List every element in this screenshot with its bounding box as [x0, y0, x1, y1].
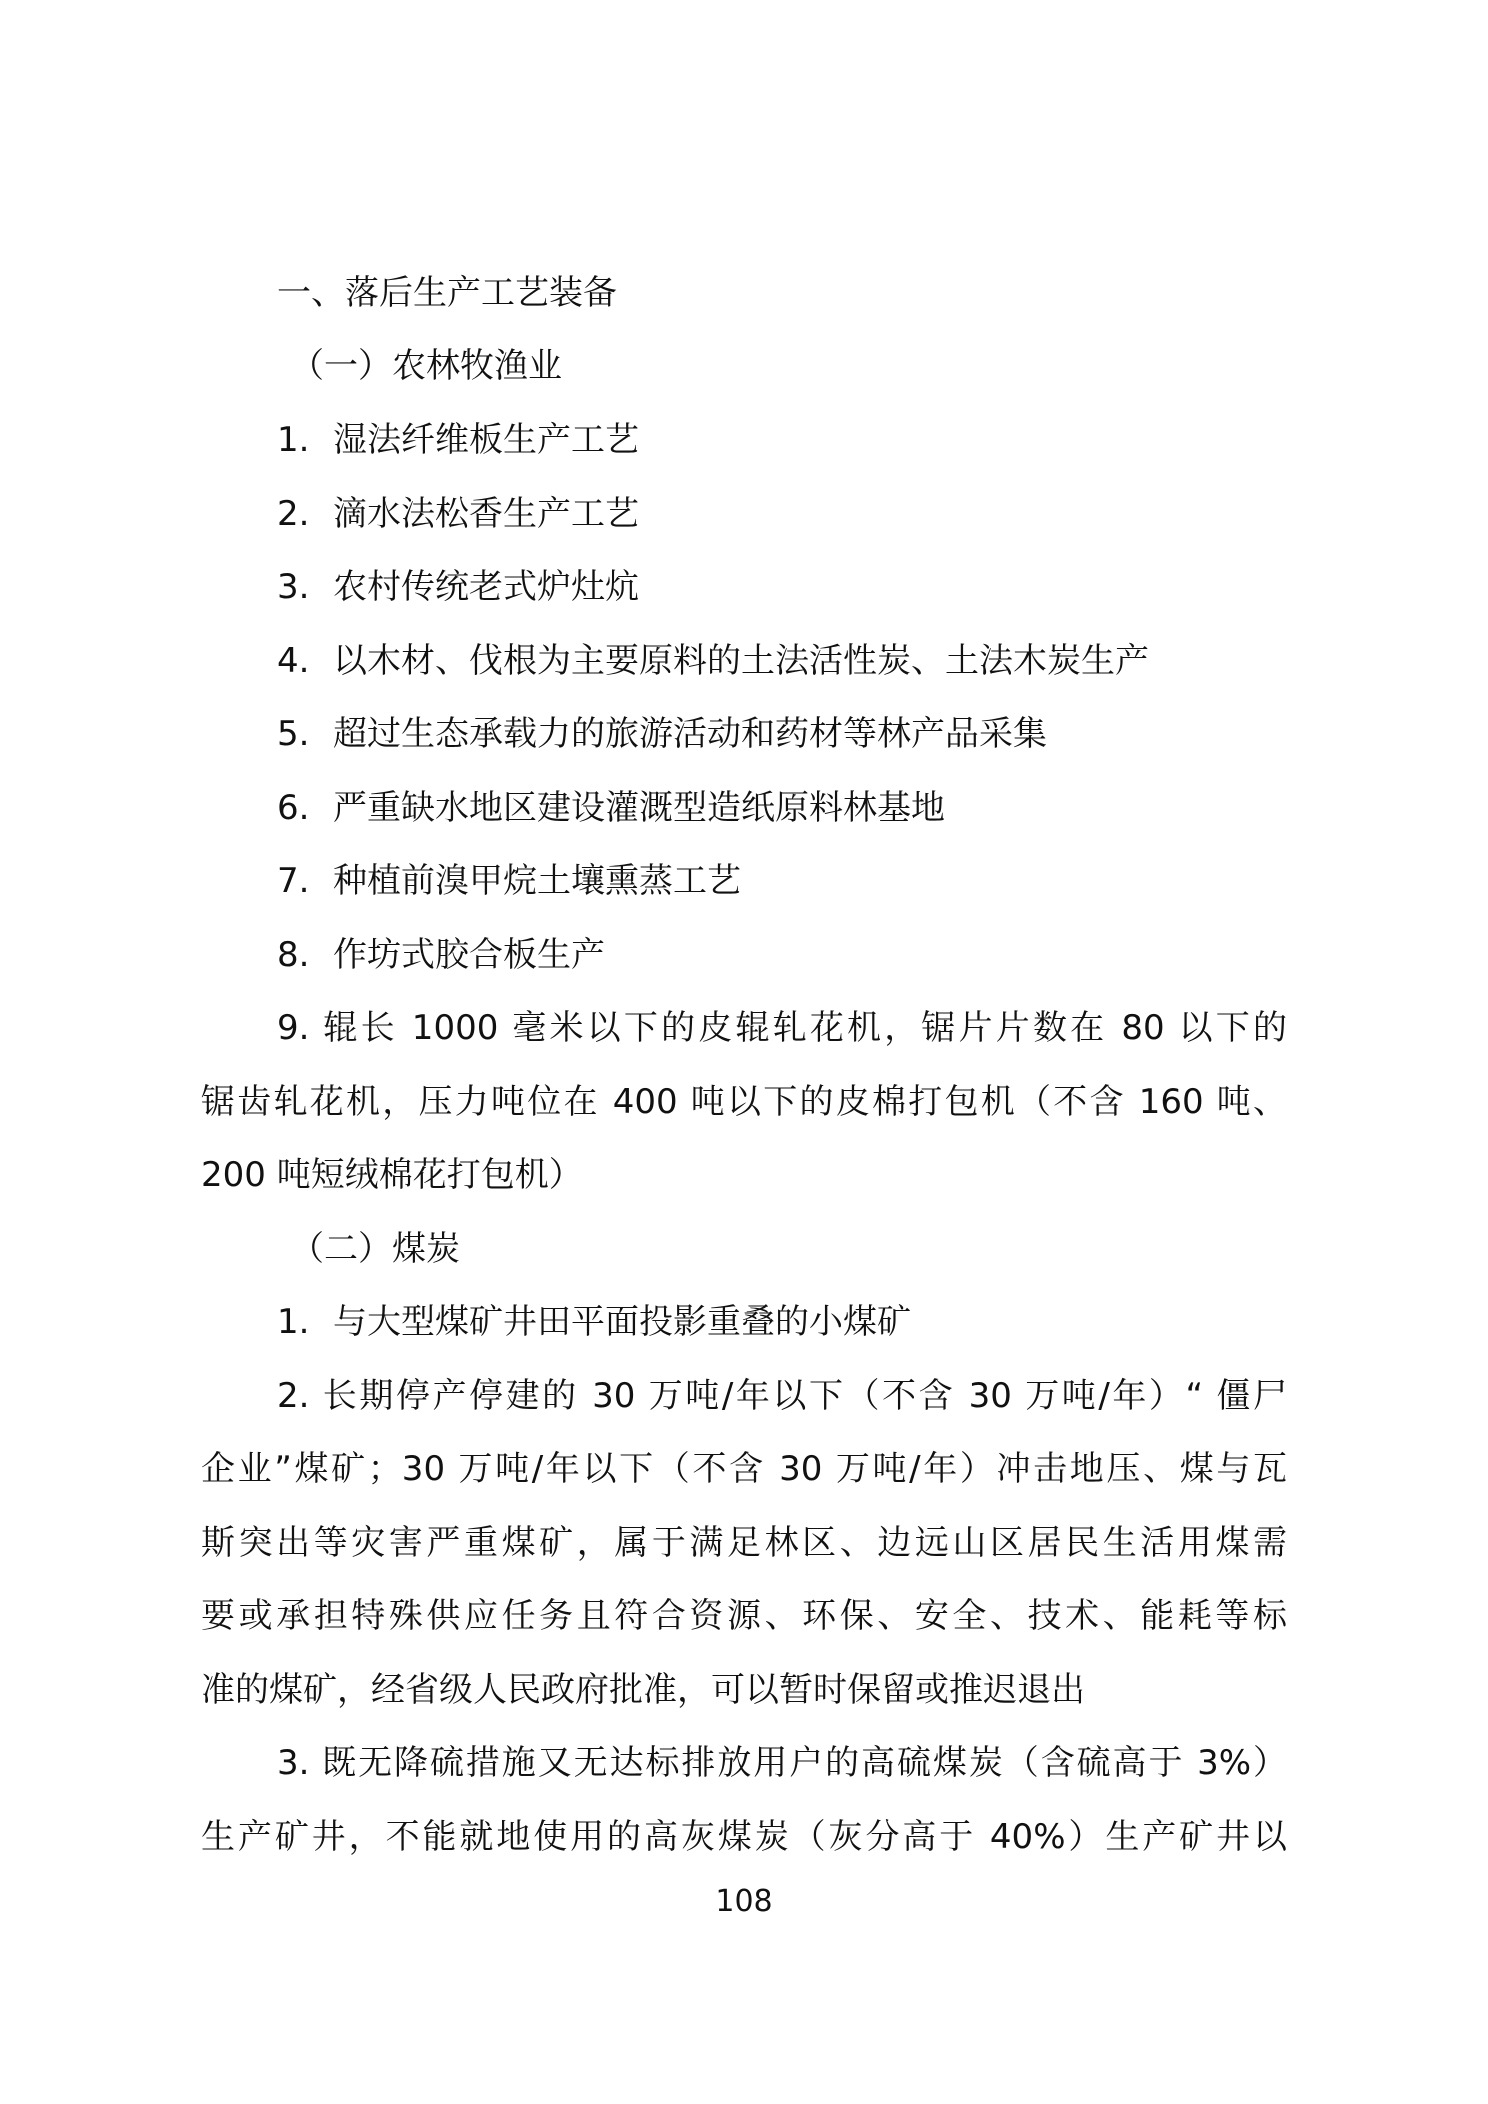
paragraph-line: 2. 长期停产停建的 30 万吨/年以下（不含 30 万吨/年）“ 僵尸	[277, 1376, 1287, 1416]
list-item	[277, 925, 605, 985]
list-item	[277, 484, 639, 544]
list-item-text: 种植前溴甲烷土壤熏蒸工艺	[333, 861, 741, 901]
page-number: 108	[715, 1884, 773, 1919]
paragraph-line: 要或承担特殊供应任务且符合资源、环保、安全、技术、能耗等标	[201, 1596, 1287, 1636]
list-item-text: 严重缺水地区建设灌溉型造纸原料林基地	[333, 788, 945, 828]
list-item-text: 以木材、伐根为主要原料的土法活性炭、土法木炭生产	[333, 641, 1149, 681]
list-item	[277, 851, 741, 911]
paragraph-line: 生产矿井，不能就地使用的高灰煤炭（灰分高于 40%）生产矿井以	[201, 1817, 1287, 1857]
list-item-text: 湿法纤维板生产工艺	[333, 420, 639, 460]
list-item-number: 6.	[277, 788, 310, 828]
list-item	[277, 557, 639, 617]
list-item-number: 5.	[277, 714, 310, 754]
list-item-text: 滴水法松香生产工艺	[333, 494, 639, 534]
list-item-text: 作坊式胶合板生产	[333, 935, 605, 975]
list-item-number: 4.	[277, 641, 310, 681]
subsection-title-agriculture: （一）农林牧渔业	[290, 346, 562, 386]
list-item-text: 农村传统老式炉灶炕	[333, 567, 639, 607]
list-item-number: 2.	[277, 494, 310, 534]
paragraph-line: 企业”煤矿；30 万吨/年以下（不含 30 万吨/年）冲击地压、煤与瓦	[201, 1449, 1287, 1489]
list-item-number: 3.	[277, 567, 310, 607]
list-item	[277, 704, 1047, 764]
list-item-text: 超过生态承载力的旅游活动和药材等林产品采集	[333, 714, 1047, 754]
paragraph-line: 3. 既无降硫措施又无达标排放用户的高硫煤炭（含硫高于 3%）	[277, 1743, 1287, 1783]
paragraph-line: 9. 辊长 1000 毫米以下的皮辊轧花机，锯片片数在 80 以下的	[277, 1008, 1287, 1048]
list-item-number: 7.	[277, 861, 310, 901]
paragraph-line: 斯突出等灾害严重煤矿，属于满足林区、边远山区居民生活用煤需	[201, 1523, 1287, 1563]
list-item	[277, 1292, 911, 1352]
paragraph-line: 200 吨短绒棉花打包机）	[201, 1155, 583, 1195]
list-item	[277, 778, 945, 838]
paragraph-line: 准的煤矿，经省级人民政府批准，可以暂时保留或推迟退出	[201, 1670, 1085, 1710]
list-item-number: 8.	[277, 935, 310, 975]
list-item-number: 1.	[277, 1302, 310, 1342]
list-item	[277, 631, 1149, 691]
list-item	[277, 410, 639, 470]
list-item-text: 与大型煤矿井田平面投影重叠的小煤矿	[333, 1302, 911, 1342]
paragraph-line: 锯齿轧花机，压力吨位在 400 吨以下的皮棉打包机（不含 160 吨、	[201, 1082, 1287, 1122]
list-item-number: 1.	[277, 420, 310, 460]
subsection-title-coal: （二）煤炭	[290, 1229, 460, 1269]
section-heading: 一、落后生产工艺装备	[277, 273, 617, 313]
